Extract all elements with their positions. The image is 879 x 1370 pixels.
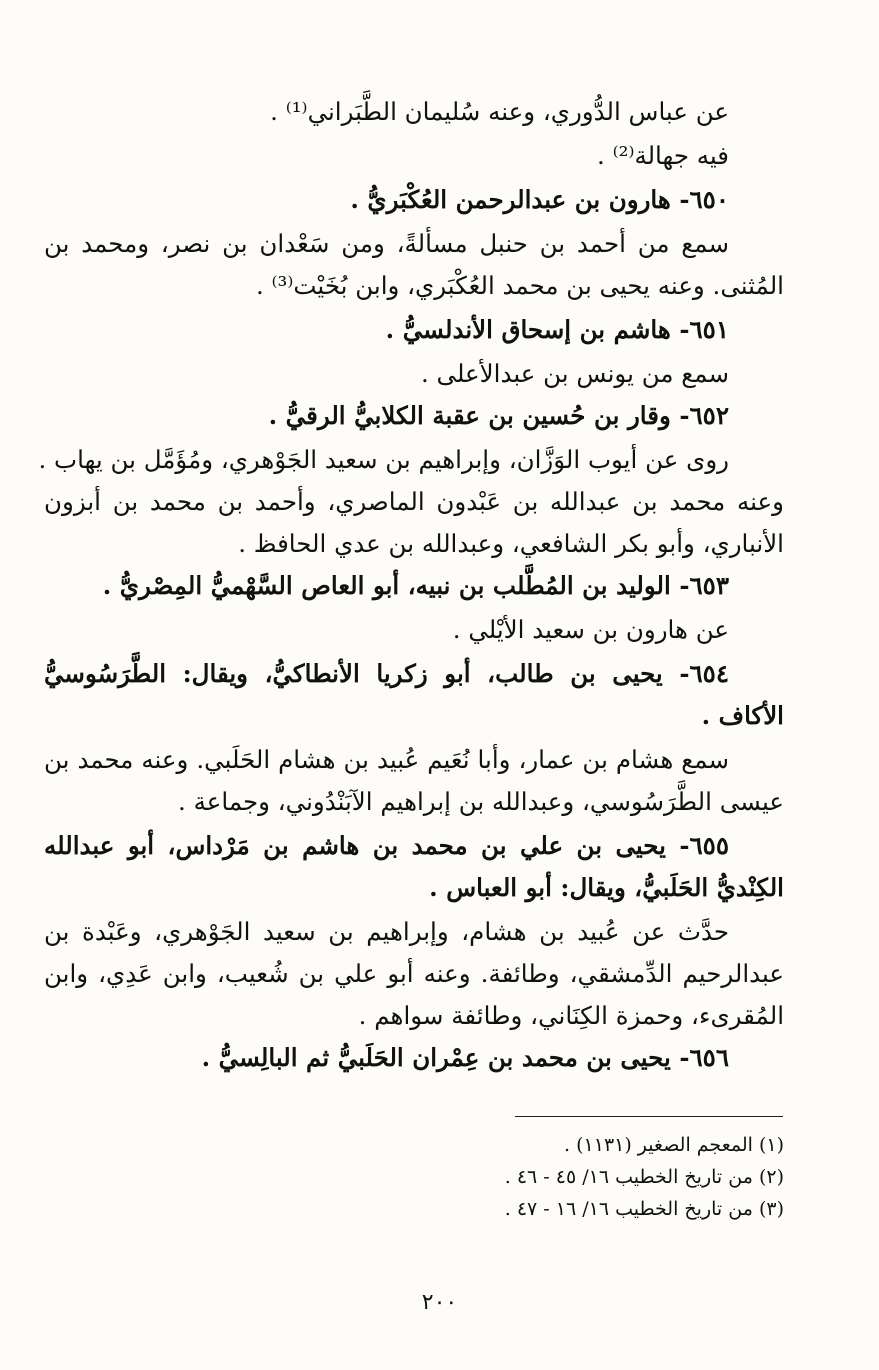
text-line: المُثنى. وعنه يحيى بن محمد العُكْبَري، وابن بُخَيْت⁽³⁾ .: [255, 271, 784, 300]
entry-heading-652: ٦٥٢- وقار بن حُسين بن عقبة الكلابيُّ الرقيُّ .: [268, 401, 729, 430]
text-line: فيه جهالة⁽²⁾ .: [597, 141, 729, 170]
entry-heading-655: ٦٥٥- يحيى بن علي بن محمد بن هاشم بن مَرْداس، أبو عبدالله: [44, 831, 729, 860]
text-line: وعنه محمد بن عبدالله بن عَبْدون الماصري، وأحمد بن محمد بن أبزون: [44, 487, 784, 516]
text-line: حدَّث عن عُبيد بن هشام، وإبراهيم بن سعيد الجَوْهري، وعَبْدة بن: [44, 917, 729, 946]
text-line: سمع من أحمد بن حنبل مسألةً، ومن سَعْدان بن نصر، ومحمد بن: [44, 229, 729, 258]
entry-heading-656: ٦٥٦- يحيى بن محمد بن عِمْران الحَلَبيُّ ثم البالِسيُّ .: [201, 1043, 729, 1072]
footnote-1: (١) المعجم الصغير (١١٣١) .: [564, 1134, 784, 1156]
text-line: عبدالرحيم الدِّمشقي، وطائفة. وعنه أبو علي بن شُعيب، وابن عَدِي، وابن: [44, 959, 784, 988]
text-line: عن عباس الدُّوري، وعنه سُليمان الطَّبَراني⁽¹⁾ .: [270, 97, 729, 126]
text-line: روى عن أيوب الوَزَّان، وإبراهيم بن سعيد الجَوْهري، ومُؤَمَّل بن يهاب .: [38, 445, 729, 474]
entry-heading-654-cont: الأكاف .: [701, 701, 784, 730]
footnote-3: (٣) من تاريخ الخطيب ١٦/ ١٦ - ٤٧ .: [504, 1198, 784, 1220]
entry-heading-650: ٦٥٠- هارون بن عبدالرحمن العُكْبَريُّ .: [350, 185, 729, 214]
text-line: المُقرىء، وحمزة الكِنَاني، وطائفة سواهم .: [358, 1001, 784, 1030]
footnote-separator: [515, 1116, 783, 1117]
page-number: ٢٠٠: [421, 1290, 458, 1315]
footnote-2: (٢) من تاريخ الخطيب ١٦/ ٤٥ - ٤٦ .: [504, 1166, 784, 1188]
entry-heading-654: ٦٥٤- يحيى بن طالب، أبو زكريا الأنطاكيُّ، ويقال: الطَّرَسُوسيُّ: [44, 659, 729, 688]
entry-heading-653: ٦٥٣- الوليد بن المُطَّلب بن نبيه، أبو العاص السَّهْميُّ المِصْريُّ .: [102, 571, 729, 600]
text-line: الأنباري، وأبو بكر الشافعي، وعبدالله بن عدي الحافظ .: [238, 529, 784, 558]
text-line: سمع من يونس بن عبدالأعلى .: [420, 359, 729, 388]
entry-heading-651: ٦٥١- هاشم بن إسحاق الأندلسيُّ .: [385, 315, 729, 344]
entry-heading-655-cont: الكِنْديُّ الحَلَبيُّ، ويقال: أبو العباس .: [429, 873, 784, 902]
text-line: عن هارون بن سعيد الأيْلي .: [452, 615, 729, 644]
text-line: عيسى الطَّرَسُوسي، وعبدالله بن إبراهيم الآبَنْدُوني، وجماعة .: [178, 787, 784, 816]
text-line: سمع هشام بن عمار، وأبا نُعَيم عُبيد بن هشام الحَلَبي. وعنه محمد بن: [44, 745, 729, 774]
